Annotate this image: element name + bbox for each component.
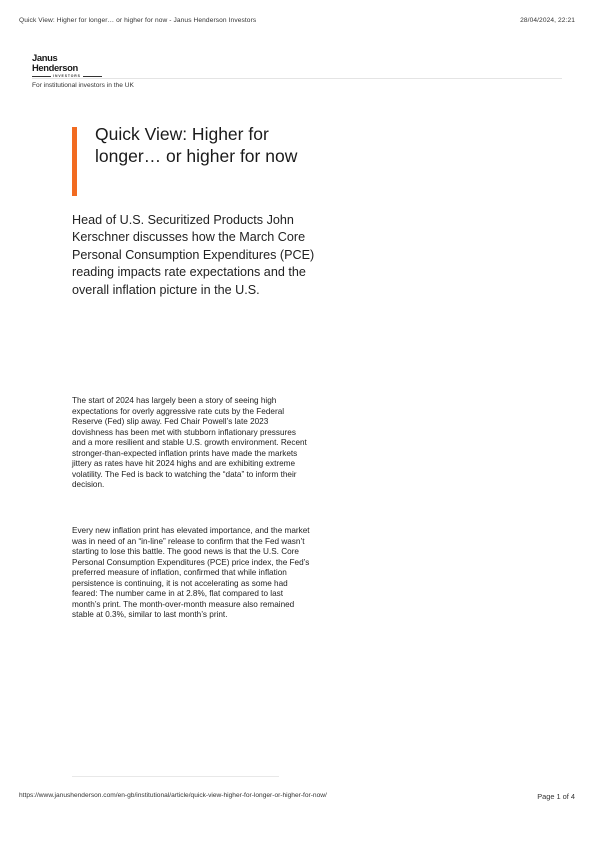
audience-notice: For institutional investors in the UK xyxy=(32,82,134,89)
article-standfirst: Head of U.S. Securitized Products John Kerschner discusses how the March Core Personal Consumption Expenditures (PCE) reading impacts rate expectations and the overall inflation picture in the U.S. xyxy=(72,213,315,297)
page-number: Page 1 of 4 xyxy=(537,792,575,801)
content-end-divider xyxy=(72,776,279,777)
print-header xyxy=(19,17,575,24)
article-title: Quick View: Higher for longer… or higher for now xyxy=(95,124,298,166)
logo-wordmark: Janus Henderson xyxy=(32,52,78,73)
print-footer xyxy=(19,792,575,801)
logo-subline-rule-left xyxy=(32,76,51,77)
header-divider xyxy=(32,78,562,79)
print-header-timestamp: 28/04/2024, 22:21 xyxy=(520,17,575,24)
janus-henderson-logo[interactable] xyxy=(32,53,102,78)
article-paragraph-2: Every new inflation print has elevated importance, and the market was in need of an “in-line” release to confirm that the Fed wasn’t starting to lose this battle. The good news is that the U.S. Core Personal Consumption Expenditures (PCE) price index, the Fed’s preferred measure of inflation, confirmed that while inflation persistence is continuing, it is not accelerating as some had feared: The number came in at 2.8%, flat compared to last month’s print. The month-over-month measure also remained stable at 0.3%, similar to last month’s print. xyxy=(72,526,310,619)
article-paragraph-1: The start of 2024 has largely been a story of seeing high expectations for overly aggressive rate cuts by the Federal Reserve (Fed) slip away. Fed Chair Powell’s late 2023 dovishness has been met with stubborn inflationary pressures and a more resilient and stable U.S. growth environment. Recent stronger-than-expected inflation prints have made the markets jittery as rates have hit 2024 highs and are exhibiting extreme volatility. The Fed is back to watching the “data” to inform their decision. xyxy=(72,396,307,489)
print-header-title: Quick View: Higher for longer… or higher for now - Janus Henderson Investors xyxy=(19,17,257,24)
print-footer-url[interactable]: https://www.janushenderson.com/en-gb/institutional/article/quick-view-higher-for-longer-or-higher-for-now/ xyxy=(19,792,327,799)
logo-subline-rule-right xyxy=(83,76,102,77)
title-accent-bar xyxy=(72,127,77,196)
logo-subline-text: INVESTORS xyxy=(53,74,81,78)
